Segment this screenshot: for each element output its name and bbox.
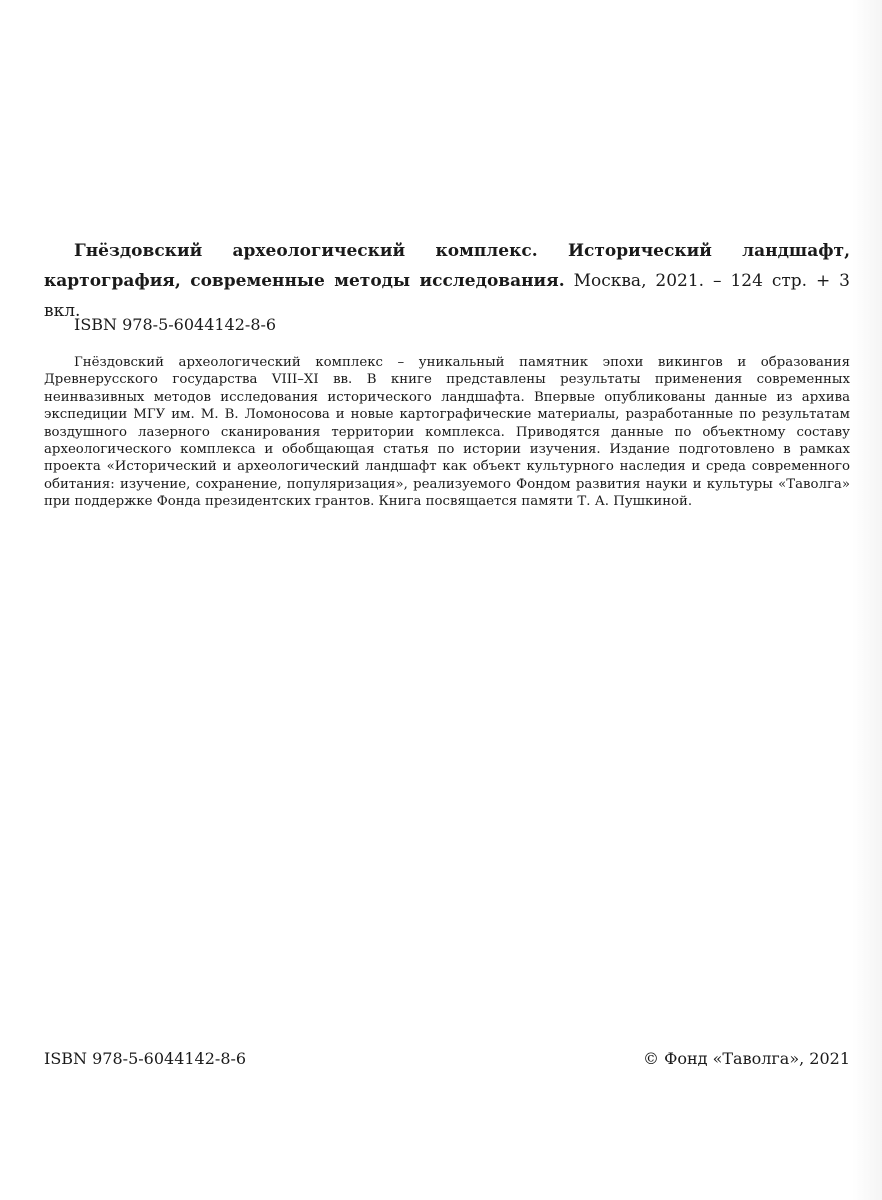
copyright-notice: © Фонд «Таволга», 2021 <box>642 1049 850 1068</box>
bibliographic-citation <box>44 236 850 326</box>
page-edge-shadow <box>852 0 882 1200</box>
page-footer <box>44 1048 850 1070</box>
publication-imprint: Москва, 2021. – 124 стр. + 3 вкл. <box>44 271 850 321</box>
book-annotation: Гнёздовский археологический комплекс – уникальный памятник эпохи викингов и образования Древнерусского государства VIII–XI вв. В книге представлены результаты применения современных неинвазивных методов исследования исторического ландшафта. Впервые опубликованы данные из архива экспедиции МГУ им. М. В. Ломоносова и новые картографические материалы, разработанные по результатам воздушного лазерного сканирования территории комплекса. Приводятся данные по объектному составу археологического комплекса и обобщающая статья по истории изучения. Издание подготовлено в рамках проекта «Исторический и археологический ландшафт как объект культурного наследия и среда современного обитания: изучение, сохранение, популяризация», реализуемого Фондом развития науки и культуры «Таволга» при поддержке Фонда президентских грантов. Книга посвящается памяти Т. А. Пушкиной. <box>44 355 850 510</box>
footer-isbn: ISBN 978-5-6044142-8-6 <box>44 1049 247 1068</box>
isbn-line: ISBN 978-5-6044142-8-6 <box>74 315 277 334</box>
book-title: Гнёздовский археологический комплекс. Исторический ландшафт, картография, современные методы исследования. <box>44 241 850 291</box>
